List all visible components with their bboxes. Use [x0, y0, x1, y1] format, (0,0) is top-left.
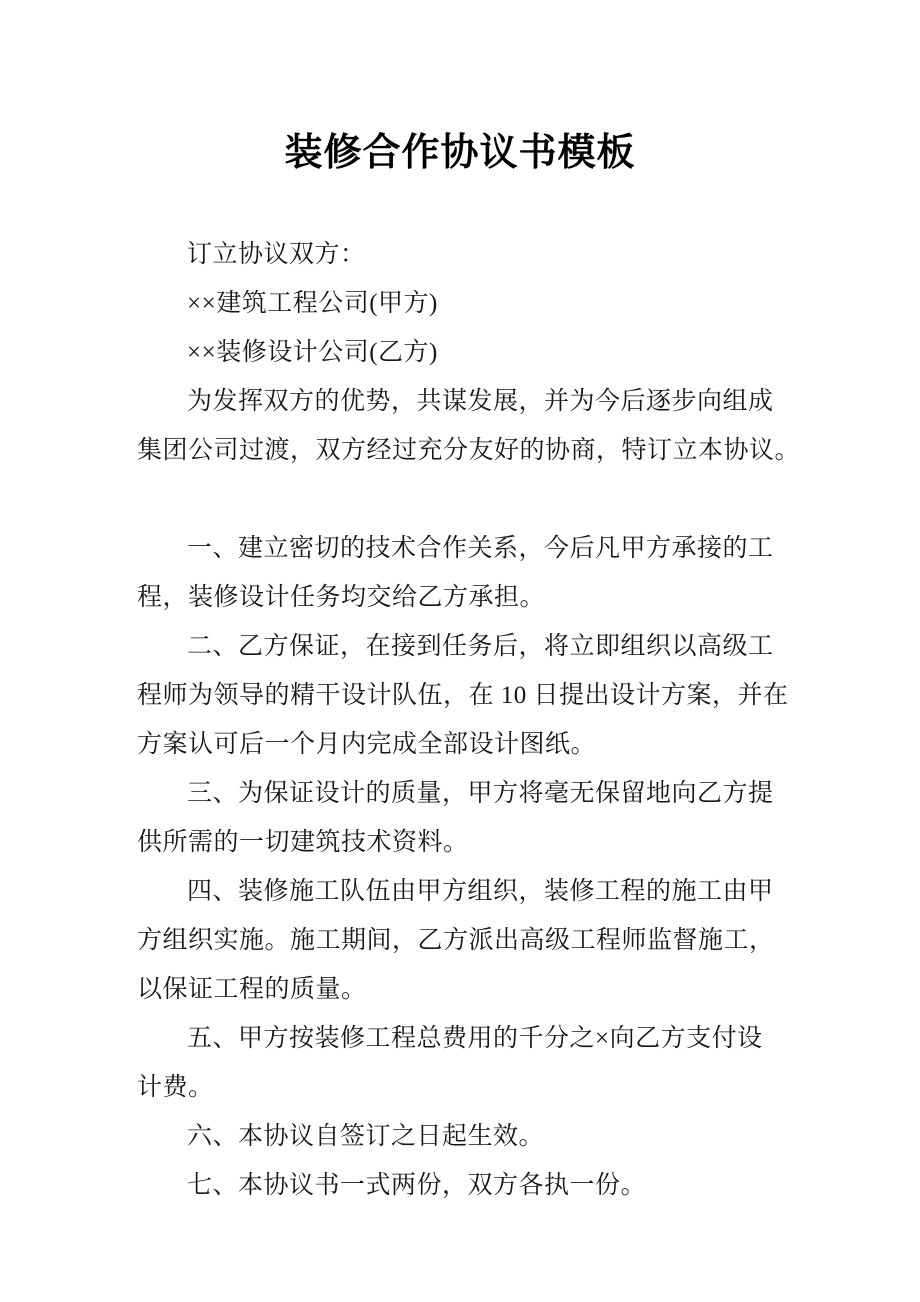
- paragraph-line: 一、建立密切的技术合作关系，今后凡甲方承接的工: [187, 535, 774, 562]
- paragraph-line: 六、本协议自签订之日起生效。: [187, 1123, 545, 1150]
- document-body: [137, 230, 801, 1210]
- paragraph-line: 为发挥双方的优势，共谋发展，并为今后逐步向组成: [187, 388, 774, 415]
- document-title: 装修合作协议书模板: [284, 132, 636, 175]
- paragraph-line: 程师为领导的精干设计队伍，在 10 日提出设计方案，并在: [137, 682, 789, 709]
- paragraph-line: 计费。: [137, 1074, 214, 1101]
- paragraph-line: 方组织实施。施工期间，乙方派出高级工程师监督施工，: [137, 927, 775, 954]
- paragraph-line: 三、为保证设计的质量，甲方将毫无保留地向乙方提: [187, 780, 774, 807]
- blank-line: [137, 475, 797, 524]
- paragraph-line: 集团公司过渡，双方经过充分友好的协商，特订立本协议。: [137, 437, 801, 464]
- paragraph-line: 七、本协议书一式两份，双方各执一份。: [187, 1172, 647, 1199]
- paragraph-line: 方案认可后一个月内完成全部设计图纸。: [137, 731, 597, 758]
- paragraph-line: 四、装修施工队伍由甲方组织，装修工程的施工由甲: [187, 878, 774, 905]
- paragraph-line: 订立协议双方：: [187, 241, 366, 268]
- paragraph-line: ××建筑工程公司(甲方): [187, 290, 438, 317]
- paragraph-line: 程，装修设计任务均交给乙方承担。: [137, 584, 546, 611]
- paragraph-line: 以保证工程的质量。: [137, 976, 367, 1003]
- paragraph-line: 二、乙方保证，在接到任务后，将立即组织以高级工: [187, 633, 774, 660]
- paragraph-line: ××装修设计公司(乙方): [187, 339, 438, 366]
- paragraph-line: 供所需的一切建筑技术资料。: [137, 829, 469, 856]
- paragraph-line: 五、甲方按装修工程总费用的千分之×向乙方支付设: [187, 1025, 763, 1052]
